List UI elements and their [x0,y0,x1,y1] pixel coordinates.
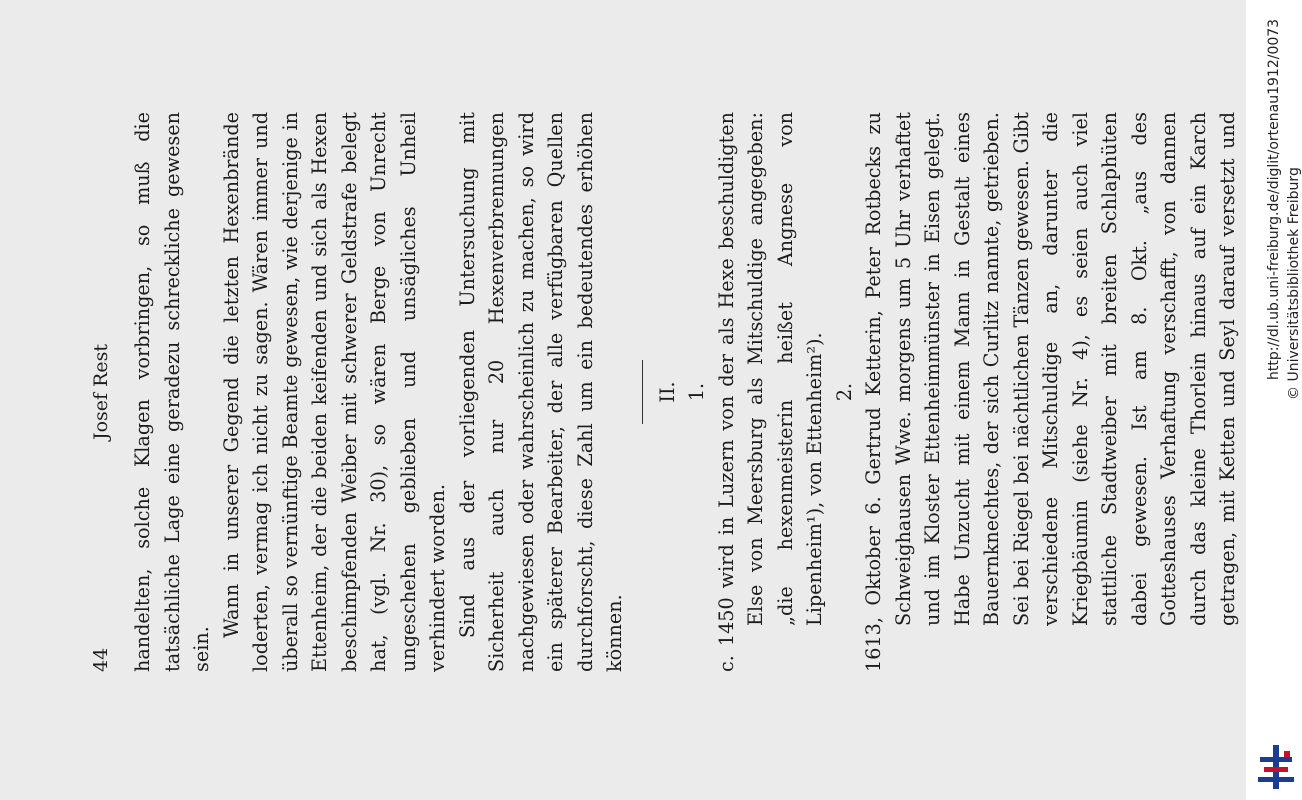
entry-text: 1613, Oktober 6. Gertrud Ketterin, Peter Rotbecks zu Schweighausen Wwe. morgens um 5 Uhr verhaftet und im Kloster Ettenheimmünster in Eisen gelegt. Habe Unzucht mit einem Mann in Gestalt eines Bauernknechtes, der sich Curlitz nannte, getrieben. Sei bei Riegel bei nächtlichen Tänzen gewesen. Gibt verschiedene Mitschuldige an, darunter die Kriegbäumin (siehe Nr. 4), es seien auch viel stattliche Stadtweiber mit breiten Schlaphüten dabei gewesen. Ist am 8. Okt. „aus des Gotteshauses Verhaftung verschafft, von dannen durch das kleine Thorlein hinaus auf ein Karch getragen, mit Ketten und Seyl darauf versetzt und [862,112,1239,672]
running-head: Josef Rest [90,343,112,441]
paragraph: Sind aus der vorliegenden Untersuchung mit Sicherheit auch nur 20 Hexenverbrennungen nachgewiesen oder wahrscheinlich zu machen, so wird ein späterer Bearbeiter, der alle verfügbaren Quellen durchforscht, diese Zahl um ein bedeutendes erhöhen können. [455,112,626,672]
page-header [90,112,120,672]
paragraph: Wann in unserer Gegend die letzten Hexenbrände loderten, vermag ich nicht zu sagen. Wären immer und überall so vernünftige Beamte gewesen, wie derjenige in Ettenheim, der die beiden keifenden und sich als Hexen beschimpfenden Weiber mit schwerer Geldstrafe belegt hat, (vgl. Nr. 30), so wären Berge von Unrecht ungeschehen geblieben und unsägliches Unheil verhindert worden. [219,112,449,672]
section-heading: II. [655,381,679,403]
entry-number: 2. [832,382,856,402]
copyright-notice: © Universitätsbibliothek Freiburg [1286,167,1302,400]
entry-text: c. 1450 wird in Luzern von der als Hexe beschuldigten Else von Meersburg als Mitschuldige angegeben: „die hexenmeisterin heißet Angnese von Lipenheim¹), von Ettenheim²). [714,112,826,672]
entry-number: 1. [685,382,708,402]
page-number: 44 [90,647,112,672]
page-body [128,112,1246,672]
section-divider [642,360,643,424]
paragraph: handelten, solche Klagen vorbringen, so muß die tatsächliche Lage eine geradezu schreckliche gewesen sein. [131,112,213,672]
ub-freiburg-logo-icon [1254,743,1298,791]
permalink-url[interactable]: http://dl.ub.uni-freiburg.de/diglit/ortenau1912/0073 [1266,18,1282,380]
